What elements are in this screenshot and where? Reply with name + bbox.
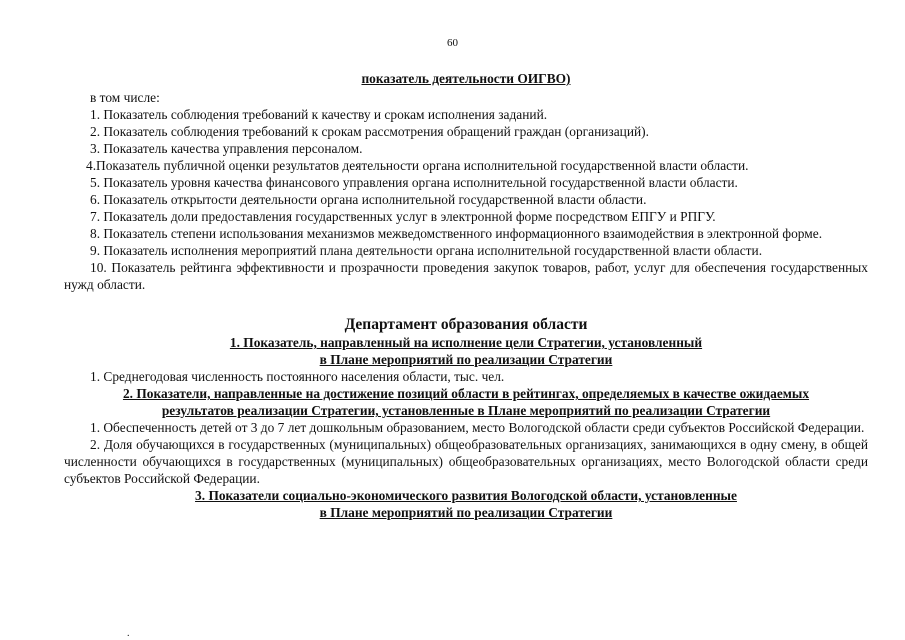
list-item: 2. Доля обучающихся в государственных (муниципальных) общеобразовательных организациях, занимающихся в одну смену, в общей численности обучающихся в государственных (муниципальных) общеобразовательных организациях, место Вологодской области среди субъектов Российской Федерации. (64, 437, 868, 486)
section-1 (64, 334, 868, 385)
section-2 (64, 385, 868, 487)
list-item: 8. Показатель степени использования механизмов межведомственного информационного взаимодействия в электронной форме. (90, 226, 823, 241)
list-item: 1. Показатель соблюдения требований к качеству и срокам исполнения заданий. (90, 107, 548, 122)
list-item: 2. Показатель соблюдения требований к срокам рассмотрения обращений граждан (организаций). (90, 124, 649, 139)
section-heading: результатов реализации Стратегии, установленные в Плане мероприятий по реализации Стратегии (161, 403, 771, 418)
top-heading: показатель деятельности ОИГВО) (361, 71, 571, 86)
scan-mark: . (127, 628, 130, 639)
list-item: 4.Показатель публичной оценки результатов деятельности органа исполнительной государственной власти области. (86, 158, 749, 173)
section-heading: 1. Показатель, направленный на исполнение цели Стратегии, установленный (229, 335, 703, 350)
page-number: 60 (447, 37, 458, 49)
section-heading: 2. Показатели, направленные на достижение позиций области в рейтингах, определяемых в качестве ожидаемых (122, 386, 810, 401)
section-3 (64, 487, 868, 521)
list-item: 6. Показатель открытости деятельности органа исполнительной государственной власти области. (90, 192, 647, 207)
list-item: 1. Среднегодовая численность постоянного населения области, тыс. чел. (90, 369, 505, 384)
intro-text: в том числе: (90, 90, 160, 105)
department-title: Департамент образования области (344, 316, 588, 333)
list-item: 10. Показатель рейтинга эффективности и прозрачности проведения закупок товаров, работ, услуг для обеспечения государственных нужд области. (64, 260, 868, 292)
document-body (64, 70, 868, 521)
list-item: 7. Показатель доли предоставления государственных услуг в электронной форме посредством ЕПГУ и РПГУ. (90, 209, 716, 224)
indicator-list (64, 106, 868, 293)
list-item: 3. Показатель качества управления персоналом. (90, 141, 363, 156)
section-heading: в Плане мероприятий по реализации Стратегии (319, 505, 613, 520)
section-heading: в Плане мероприятий по реализации Стратегии (319, 352, 613, 367)
list-item: 1. Обеспеченность детей от 3 до 7 лет дошкольным образованием, место Вологодской области среди субъектов Российской Федерации. (90, 420, 865, 435)
list-item: 9. Показатель исполнения мероприятий плана деятельности органа исполнительной государственной власти области. (90, 243, 763, 258)
list-item: 5. Показатель уровня качества финансового управления органа исполнительной государственной власти области. (90, 175, 738, 190)
section-heading: 3. Показатели социально-экономического развития Вологодской области, установленные (195, 488, 737, 503)
